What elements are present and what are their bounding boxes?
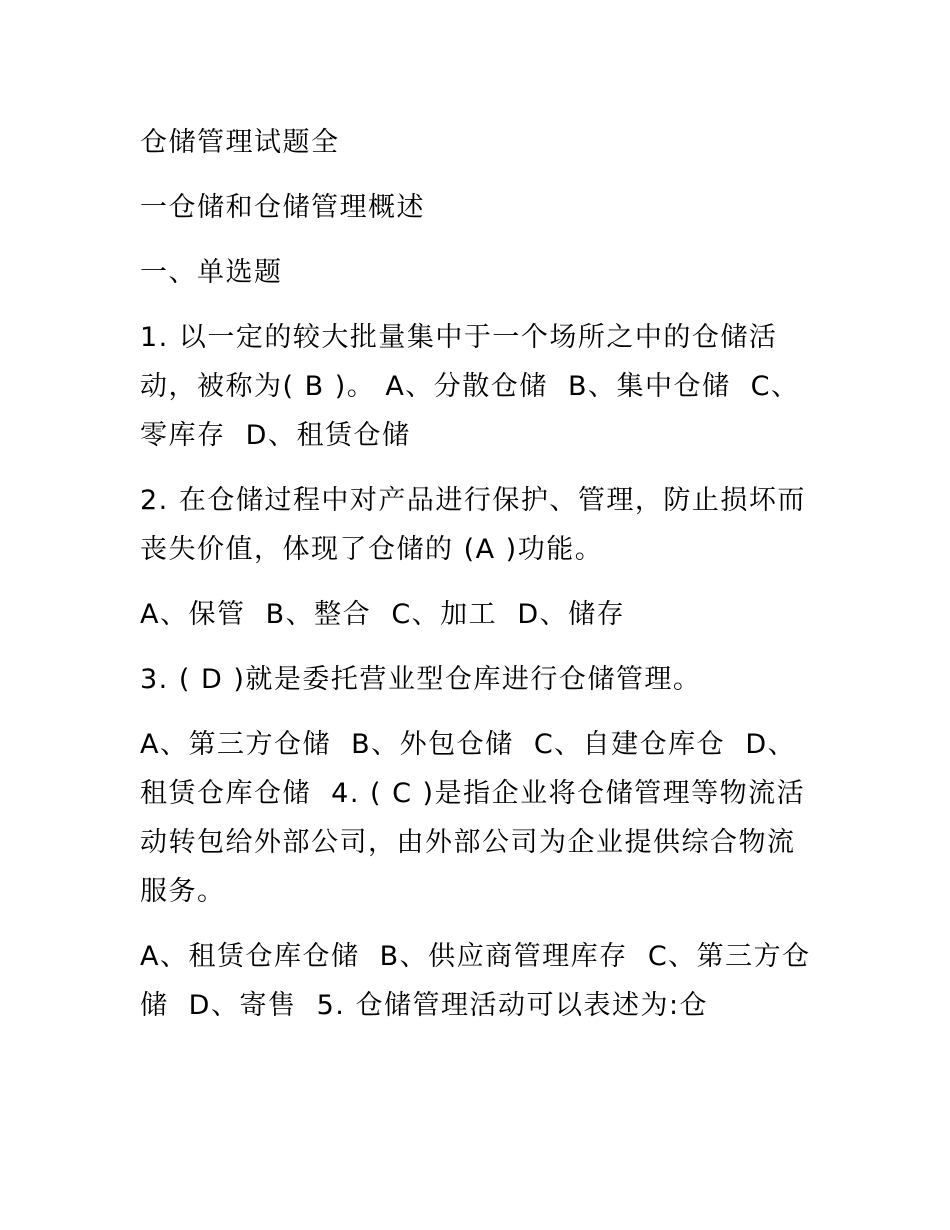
question-4-options-and-question-5: A、租赁仓库仓储 B、供应商管理库存 C、第三方仓储 D、寄售 5. 仓储管理活动可以表述为:仓: [140, 941, 811, 1021]
section-heading: 一、单选题: [140, 257, 283, 288]
chapter-heading: 一仓储和仓储管理概述: [140, 192, 425, 223]
question-3-options-and-question-4: A、第三方仓储 B、外包仓储 C、自建仓库仓 D、租赁仓库仓储 4. ( C )是指企业将仓储管理等物流活动转包给外部公司，由外部公司为企业提供综合物流服务。: [140, 729, 806, 907]
document-body: [140, 118, 820, 1046]
question-2-options: A、保管 B、整合 C、加工 D、储存: [140, 599, 626, 630]
question-2: 2. 在仓储过程中对产品进行保护、管理，防止损坏而丧失价值，体现了仓储的 (A )功能。: [140, 485, 806, 565]
question-3: 3. ( D )就是委托营业型仓库进行仓储管理。: [140, 664, 702, 695]
document-title: 仓储管理试题全: [140, 127, 340, 158]
question-1: 1. 以一定的较大批量集中于一个场所之中的仓储活动，被称为( B )。 A、分散仓储 B、集中仓储 C、零库存 D、租赁仓储: [140, 322, 800, 451]
